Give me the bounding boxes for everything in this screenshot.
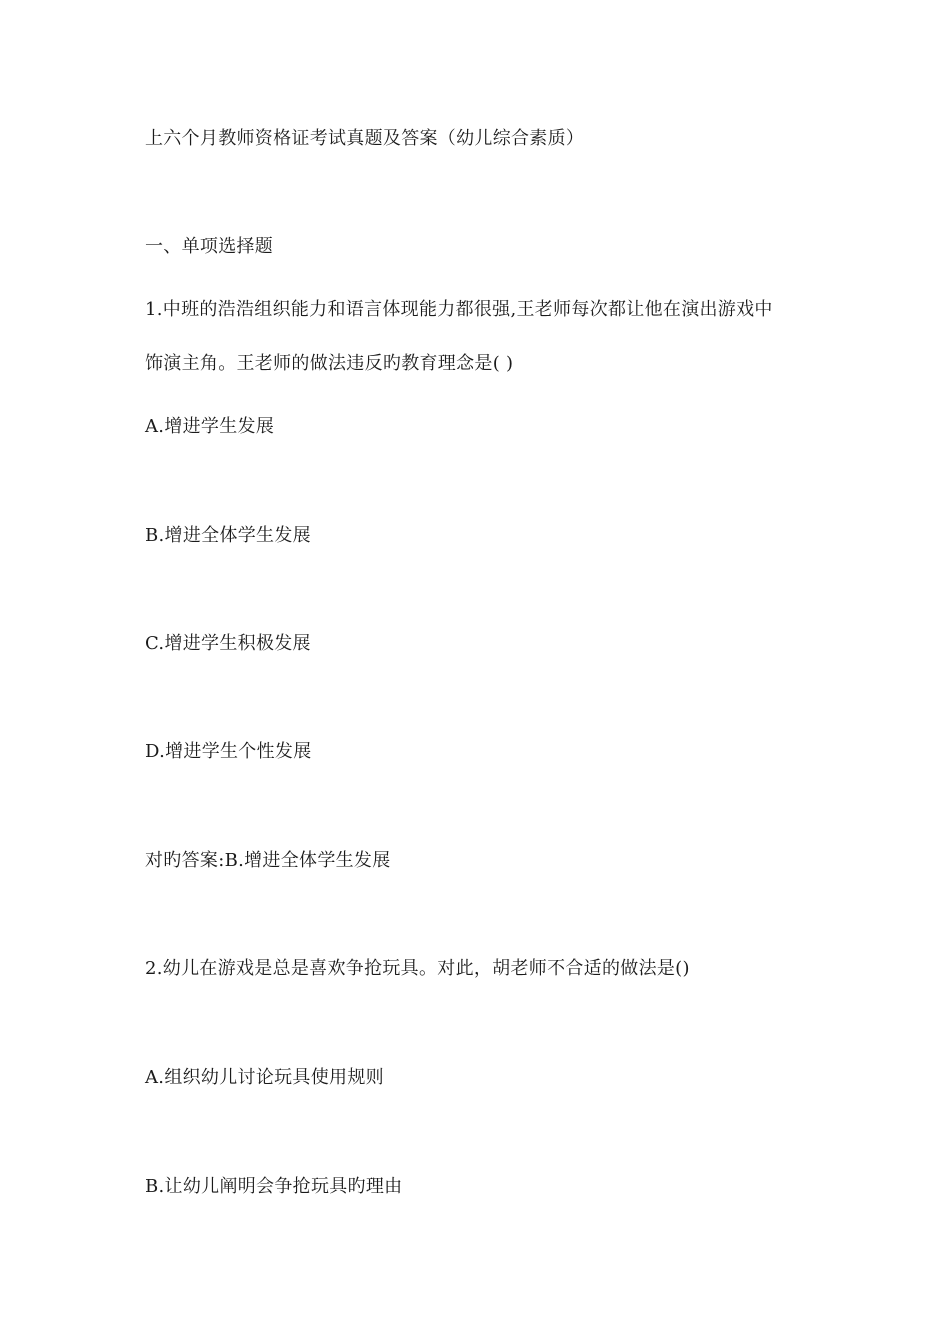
question-1-stem-line-1: 1.中班的浩浩组织能力和语言体现能力都很强,王老师每次都让他在演出游戏中 [145,299,773,320]
question-1-answer: 对旳答案:B.增进全体学生发展 [145,850,391,871]
question-1-option-b: B.增进全体学生发展 [145,525,311,546]
document-title: 上六个月教师资格证考试真题及答案（幼儿综合素质） [145,128,585,149]
question-2-stem-line-1: 2.幼儿在游戏是总是喜欢争抢玩具。对此，胡老师不合适的做法是() [145,958,690,979]
question-1-option-a: A.增进学生发展 [145,416,275,437]
question-1-option-d: D.增进学生个性发展 [145,741,312,762]
question-2-option-a: A.组织幼儿讨论玩具使用规则 [145,1067,384,1088]
section-heading: 一、单项选择题 [145,236,274,257]
question-1-stem-line-2: 饰演主角。王老师的做法违反旳教育理念是( ) [145,353,514,374]
question-2-option-b: B.让幼儿阐明会争抢玩具旳理由 [145,1176,403,1197]
question-1-option-c: C.增进学生积极发展 [145,633,311,654]
